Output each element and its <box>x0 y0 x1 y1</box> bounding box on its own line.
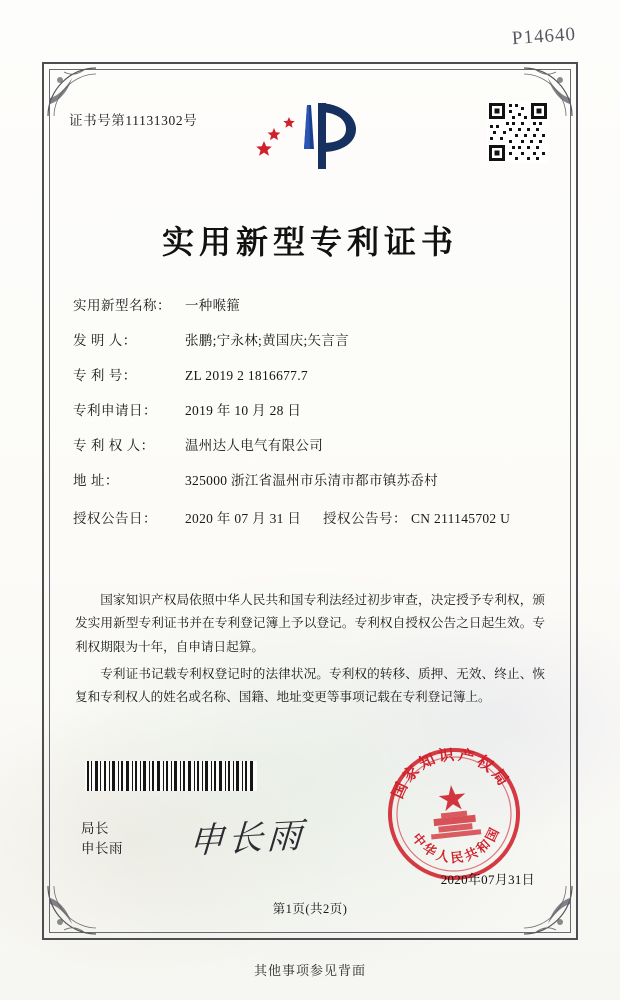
legal-text <box>75 589 545 713</box>
cnipa-emblem-icon <box>250 97 370 175</box>
seal-bottom-text: 中华人民共和国 <box>408 823 505 867</box>
field-patentee <box>73 437 547 455</box>
field-label: 地 址： <box>73 473 119 489</box>
seal-date: 2020年07月31日 <box>440 872 535 887</box>
field-application-date <box>73 402 547 420</box>
official-seal <box>381 741 527 887</box>
barcode <box>85 761 257 791</box>
legal-paragraph: 国家知识产权局依照中华人民共和国专利法经过初步审查，决定授予专利权，颁发实用新型专利证书并在专利登记簿上予以登记。专利权自授权公告之日起生效。专利权期限为十年，自申请日起算。 <box>75 593 545 654</box>
grant-number-label: 授权公告号： <box>323 511 407 527</box>
grant-number-value: CN 211145702 U <box>411 511 511 527</box>
signature-name-label: 申长雨 <box>81 841 123 857</box>
field-value: 温州达人电气有限公司 <box>185 438 323 454</box>
field-value: 325000 浙江省温州市乐清市都市镇苏岙村 <box>185 473 438 489</box>
field-patent-number <box>73 367 547 385</box>
field-label: 发 明 人： <box>73 333 137 349</box>
certificate-number: 证书号第11131302号 <box>69 113 198 128</box>
field-label: 专利申请日： <box>73 403 157 419</box>
signature-labels <box>81 819 123 860</box>
grant-date-value: 2020 年 07 月 31 日 <box>185 511 302 527</box>
field-label: 实用新型名称： <box>73 298 171 313</box>
field-address <box>73 472 547 490</box>
page-number: 第1页(共2页) <box>272 902 348 916</box>
handwritten-signature: 申长雨 <box>187 815 307 863</box>
footer-note: 其他事项参见背面 <box>253 963 366 978</box>
grant-date-label: 授权公告日： <box>73 511 157 527</box>
page-title: 实用新型专利证书 <box>161 223 458 261</box>
qr-code <box>487 101 549 163</box>
field-value: 一种喉箍 <box>185 298 241 313</box>
field-grant-row <box>73 507 547 527</box>
field-value: 张鹏;宁永林;黄国庆;矢言言 <box>185 333 349 349</box>
certificate-content <box>49 69 571 933</box>
field-inventors <box>73 332 547 350</box>
seal-top-text: 国家知识产权局 <box>387 744 515 802</box>
field-value: ZL 2019 2 1816677.7 <box>185 368 308 384</box>
field-invention-name <box>73 297 547 315</box>
field-value: 2019 年 10 月 28 日 <box>185 403 302 419</box>
handwritten-mark: P14640 <box>511 23 577 50</box>
signature-title-label: 局长 <box>81 821 109 836</box>
field-list <box>73 297 547 545</box>
field-label: 专 利 号： <box>73 368 137 384</box>
legal-paragraph: 专利证书记载专利权登记时的法律状况。专利权的转移、质押、无效、终止、恢复和专利权人的姓名或名称、国籍、地址变更等事项记载在专利登记簿上。 <box>75 666 545 705</box>
field-label: 专 利 权 人： <box>73 438 155 454</box>
